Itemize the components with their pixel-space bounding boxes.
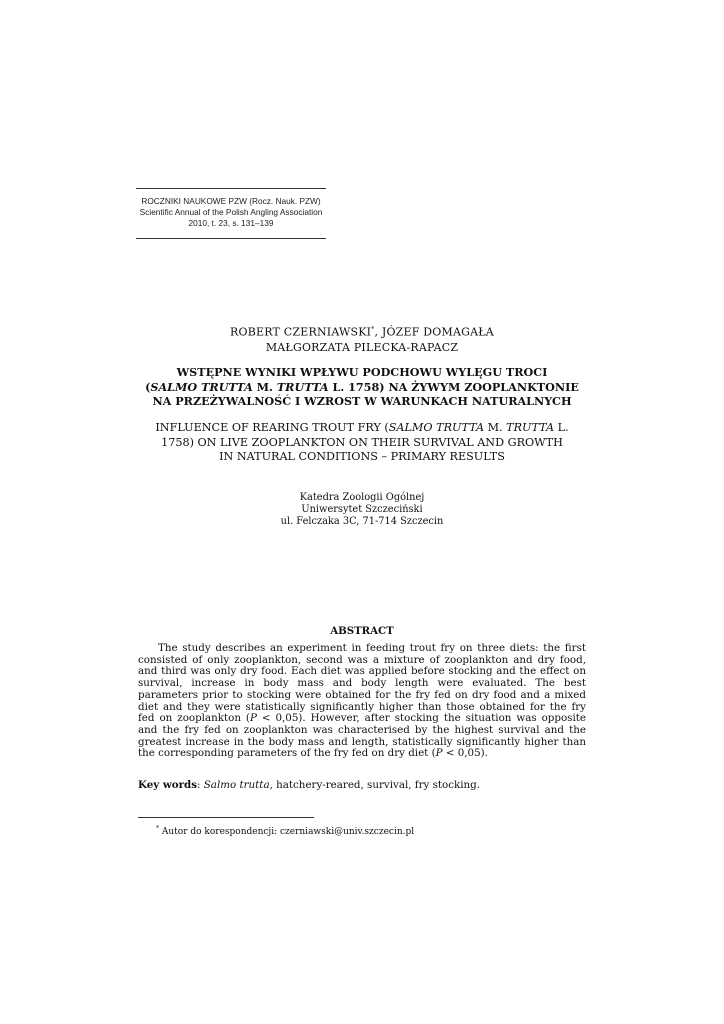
species-italic: TRUTTA bbox=[276, 379, 329, 394]
title-pl-line-1: WSTĘPNE WYNIKI WPŁYWU PODCHOWU WYLĘGU TROCI bbox=[176, 365, 548, 379]
footnote-divider bbox=[138, 817, 314, 818]
keywords-list: hatchery-reared, survival, fry stocking. bbox=[272, 779, 481, 791]
journal-english-name: Scientific Annual of the Polish Angling Association bbox=[139, 207, 323, 217]
authors bbox=[0, 322, 724, 355]
title-polish bbox=[0, 365, 724, 409]
journal-volume: 2010, t. 23, s. 131–139 bbox=[188, 218, 274, 228]
paren: ( bbox=[145, 379, 151, 394]
abstract-text: < 0,05). bbox=[442, 747, 488, 760]
corresponding-mark: * bbox=[371, 326, 375, 333]
keywords-separator: : bbox=[197, 779, 204, 791]
keywords-label: Key words bbox=[138, 779, 197, 791]
footnote bbox=[156, 823, 414, 838]
authors-line-2: MAŁGORZATA PILECKA-RAPACZ bbox=[265, 340, 459, 354]
footnote-text: Autor do korespondencji: czerniawski@univ.szczecin.pl bbox=[159, 827, 415, 837]
p-value-symbol: P bbox=[249, 712, 257, 725]
species-italic: SALMO TRUTTA bbox=[388, 421, 485, 434]
keywords bbox=[138, 779, 586, 791]
title-en-line-1 bbox=[0, 421, 724, 436]
title-text: INFLUENCE OF REARING TROUT FRY ( bbox=[155, 421, 389, 434]
title-text: M. bbox=[252, 379, 277, 394]
title-pl-line-3: NA PRZEŻYWALNOŚĆ I WZROST W WARUNKACH NATURALNYCH bbox=[152, 394, 572, 409]
title-en-line-3: IN NATURAL CONDITIONS – PRIMARY RESULTS bbox=[219, 450, 505, 464]
title-text: L. bbox=[554, 421, 569, 434]
affiliation-address: ul. Felczaka 3C, 71-714 Szczecin bbox=[280, 516, 444, 528]
journal-header bbox=[136, 188, 326, 239]
abstract-heading: ABSTRACT bbox=[330, 625, 394, 637]
affiliation-department: Katedra Zoologii Ogólnej bbox=[299, 492, 425, 503]
species-italic: SALMO TRUTTA bbox=[150, 379, 253, 394]
journal-name: ROCZNIKI NAUKOWE PZW (Rocz. Nauk. PZW) bbox=[141, 196, 321, 206]
author-names: , JÓZEF DOMAGAŁA bbox=[374, 325, 494, 339]
abstract-body bbox=[138, 643, 586, 760]
title-en-line-2: 1758) ON LIVE ZOOPLANKTON ON THEIR SURVIVAL AND GROWTH bbox=[161, 435, 563, 449]
author-name: ROBERT CZERNIAWSKI bbox=[230, 325, 372, 339]
title-english bbox=[0, 421, 724, 465]
title-pl-line-2 bbox=[0, 380, 724, 395]
abstract-text: The study describes an experiment in feeding trout fry on three diets: the first consisted of only zooplankton, second was a mixture of zooplankton and dry food, and third was only dry food. Each diet was applied before stocking and the effect on survival, increase in body mass and body length were evaluated. The best parameters prior to stocking were obtained for the fry fed on dry food and a mixed diet and they were statistically significantly higher than those obtained for the fry fed on zooplankton ( bbox=[138, 642, 586, 725]
abstract-text: < 0,05). However, after stocking the situation was opposite and the fry fed on zooplankton was characterised by the highest survival and the greatest increase in the body mass and length, statistically significantly higher than the corresponding parameters of the fry fed on dry diet ( bbox=[138, 712, 586, 760]
species-italic: TRUTTA bbox=[506, 421, 555, 434]
title-text: L. 1758) NA ŻYWYM ZOOPLANKTONIE bbox=[328, 379, 579, 394]
footnote-mark: * bbox=[156, 825, 159, 832]
authors-line-1 bbox=[0, 322, 724, 340]
affiliation bbox=[0, 492, 724, 529]
title-text: M. bbox=[484, 421, 507, 434]
p-value-symbol: P bbox=[435, 747, 443, 760]
affiliation-university: Uniwersytet Szczeciński bbox=[301, 504, 423, 516]
keyword-species: Salmo trutta, bbox=[203, 779, 273, 791]
